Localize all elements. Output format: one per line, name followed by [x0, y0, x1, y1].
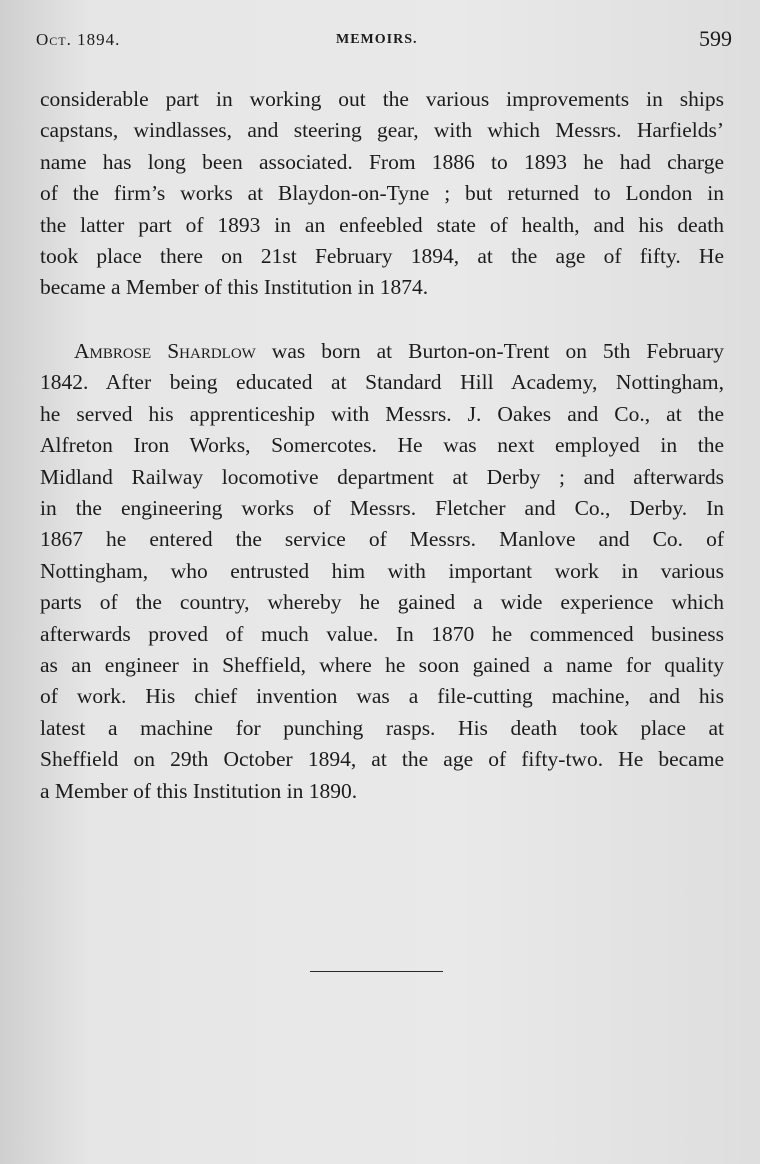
- text-line: Alfreton Iron Works, Somercotes. He was next employed in the: [40, 433, 724, 458]
- text-line: considerable part in working out the various improvements in ships: [40, 87, 724, 111]
- text-line: name has long been associated. From 1886 to 1893 he had charge: [40, 149, 724, 174]
- text-line: 1842. After being educated at Standard Hill Academy, Nottingham,: [40, 370, 724, 395]
- memoir-subject-name: Ambrose Shardlow: [74, 339, 256, 363]
- text-line-first: [40, 336, 724, 367]
- text-line: afterwards proved of much value. In 1870 he commenced business: [40, 621, 724, 646]
- text-line: became a Member of this Institution in 1874.: [40, 275, 429, 300]
- text-line: parts of the country, whereby he gained a wide experience which: [40, 590, 724, 615]
- text-line: as an engineer in Sheffield, where he soon gained a name for quality: [40, 653, 724, 678]
- header-title: MEMOIRS.: [336, 32, 418, 47]
- text-line: of work. His chief invention was a file-cutting machine, and his: [40, 684, 724, 709]
- text-line: Sheffield on 29th October 1894, at the age of fifty-two. He became: [40, 747, 724, 772]
- header-date: Oct. 1894.: [36, 30, 121, 49]
- page-number: 599: [699, 26, 732, 51]
- text-line: the latter part of 1893 in an enfeebled state of health, and his death: [40, 212, 724, 237]
- text-line: Midland Railway locomotive department at Derby ; and afterwards: [40, 464, 724, 489]
- text-line: a Member of this Institution in 1890.: [40, 778, 358, 803]
- text-line: Nottingham, who entrusted him with important work in various: [40, 558, 724, 583]
- text-line: of the firm’s works at Blaydon-on-Tyne ; but returned to London in: [40, 181, 724, 206]
- paragraph-2: [40, 336, 724, 807]
- paragraph-1: [40, 84, 724, 304]
- text-line: 1867 he entered the service of Messrs. Manlove and Co. of: [40, 527, 724, 552]
- first-line-text: was born at Burton-on-Trent on 5th February: [255, 339, 724, 363]
- text-line: in the engineering works of Messrs. Fletcher and Co., Derby. In: [40, 496, 724, 521]
- running-header: [36, 26, 732, 56]
- section-end-rule: [310, 971, 443, 972]
- text-line: took place there on 21st February 1894, at the age of fifty. He: [40, 244, 724, 269]
- text-line: latest a machine for punching rasps. His death took place at: [40, 715, 724, 740]
- text-line: capstans, windlasses, and steering gear, with which Messrs. Harfields’: [40, 118, 724, 143]
- text-line: he served his apprenticeship with Messrs. J. Oakes and Co., at the: [40, 401, 724, 426]
